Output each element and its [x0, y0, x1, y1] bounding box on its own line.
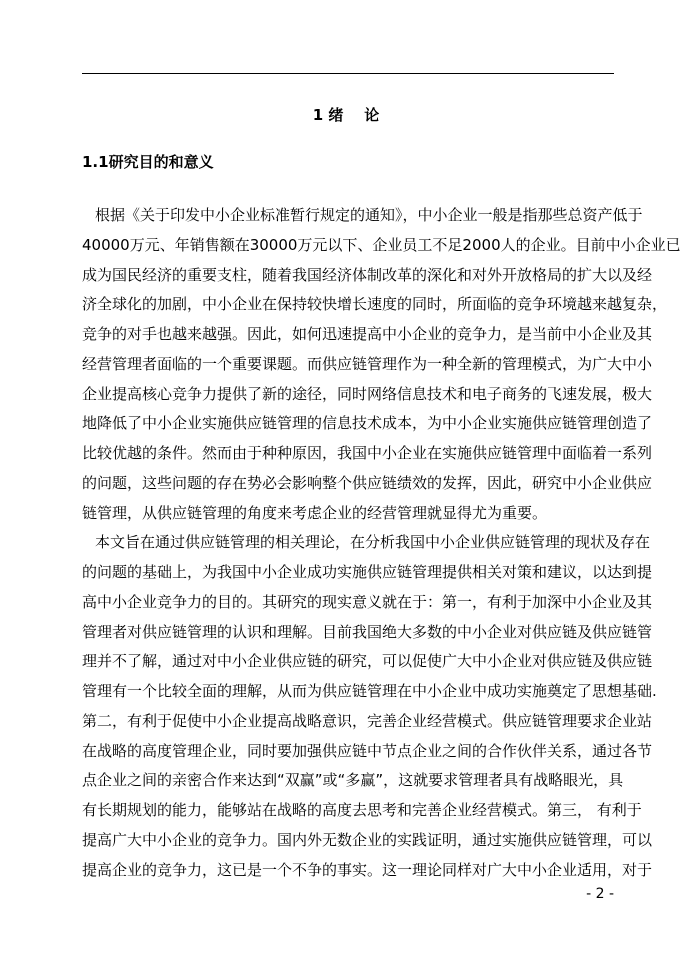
body-line: 根据《关于印发中小企业标准暂行规定的通知》，中小企业一般是指那些总资产低于: [95, 206, 643, 224]
body-line: 的问题，这些问题的存在势必会影响整个供应链绩效的发挥，因此，研究中小企业供应: [82, 473, 653, 492]
page-number: - 2 -: [586, 886, 614, 902]
body-line: 有长期规划的能力，能够站在战略的高度去思考和完善企业经营模式。第三， 有利于: [82, 801, 642, 819]
body-line: 点企业之间的亲密合作来达到“双赢”或“多赢”，这就要求管理者具有战略眼光，具: [82, 771, 624, 790]
body-line: 企业提高核心竞争力提供了新的途径，同时网络信息技术和电子商务的飞速发展，极大: [82, 384, 653, 403]
body-line: 提高广大中小企业的竞争力。国内外无数企业的实践证明，通过实施供应链管理，可以: [82, 830, 653, 849]
body-line: 管理有一个比较全面的理解，从而为供应链管理在中小企业中成功实施奠定了思想基础.: [82, 682, 657, 700]
body-line: 的问题的基础上，为我国中小企业成功实施供应链管理提供相关对策和建议，以达到提: [82, 563, 653, 581]
body-line: 地降低了中小企业实施供应链管理的信息技术成本，为中小企业实施供应链管理创造了: [82, 414, 653, 433]
body-line: 成为国民经济的重要支柱，随着我国经济体制改革的深化和对外开放格局的扩大以及经: [82, 265, 653, 284]
body-line: 高中小企业竞争力的目的。其研究的现实意义就在于：第一，有利于加深中小企业及其: [82, 592, 653, 611]
body-line: 理并不了解，通过对中小企业供应链的研究，可以促使广大中小企业对供应链及供应链: [82, 652, 653, 671]
body-line: 竞争的对手也越来越强。因此，如何迅速提高中小企业的竞争力，是当前中小企业及其: [82, 325, 653, 343]
header-rule: [82, 73, 614, 74]
body-line: 在战略的高度管理企业，同时要加强供应链中节点企业之间的合作伙伴关系，通过各节: [82, 741, 653, 760]
body-line: 提高企业的竞争力，这已是一个不争的事实。这一理论同样对广大中小企业适用，对于: [82, 860, 653, 879]
body-line: 比较优越的条件。然而由于种种原因，我国中小企业在实施供应链管理中面临着一系列: [82, 444, 653, 462]
section-heading: 1.1研究目的和意义: [82, 153, 214, 171]
body-line: 经营管理者面临的一个重要课题。而供应链管理作为一种全新的管理模式，为广大中小: [82, 354, 653, 373]
body-line: 40000万元、年销售额在30000万元以下、企业员工不足2000人的企业。目前中小企业已: [82, 235, 681, 254]
body-line: 第二，有利于促使中小企业提高战略意识，完善企业经营模式。供应链管理要求企业站: [82, 711, 653, 730]
body-line: 济全球化的加剧，中小企业在保持较快增长速度的同时，所面临的竞争环境越来越复杂，: [82, 295, 668, 314]
chapter-title: 1 绪 论: [312, 106, 380, 124]
body-line: 管理者对供应链管理的认识和理解。目前我国绝大多数的中小企业对供应链及供应链管: [82, 622, 653, 641]
body-line: 本文旨在通过供应链管理的相关理论，在分析我国中小企业供应链管理的现状及存在: [95, 533, 651, 552]
body-text: [82, 201, 681, 885]
body-line: 链管理，从供应链管理的角度来考虑企业的经营管理就显得尤为重要。: [82, 503, 548, 522]
